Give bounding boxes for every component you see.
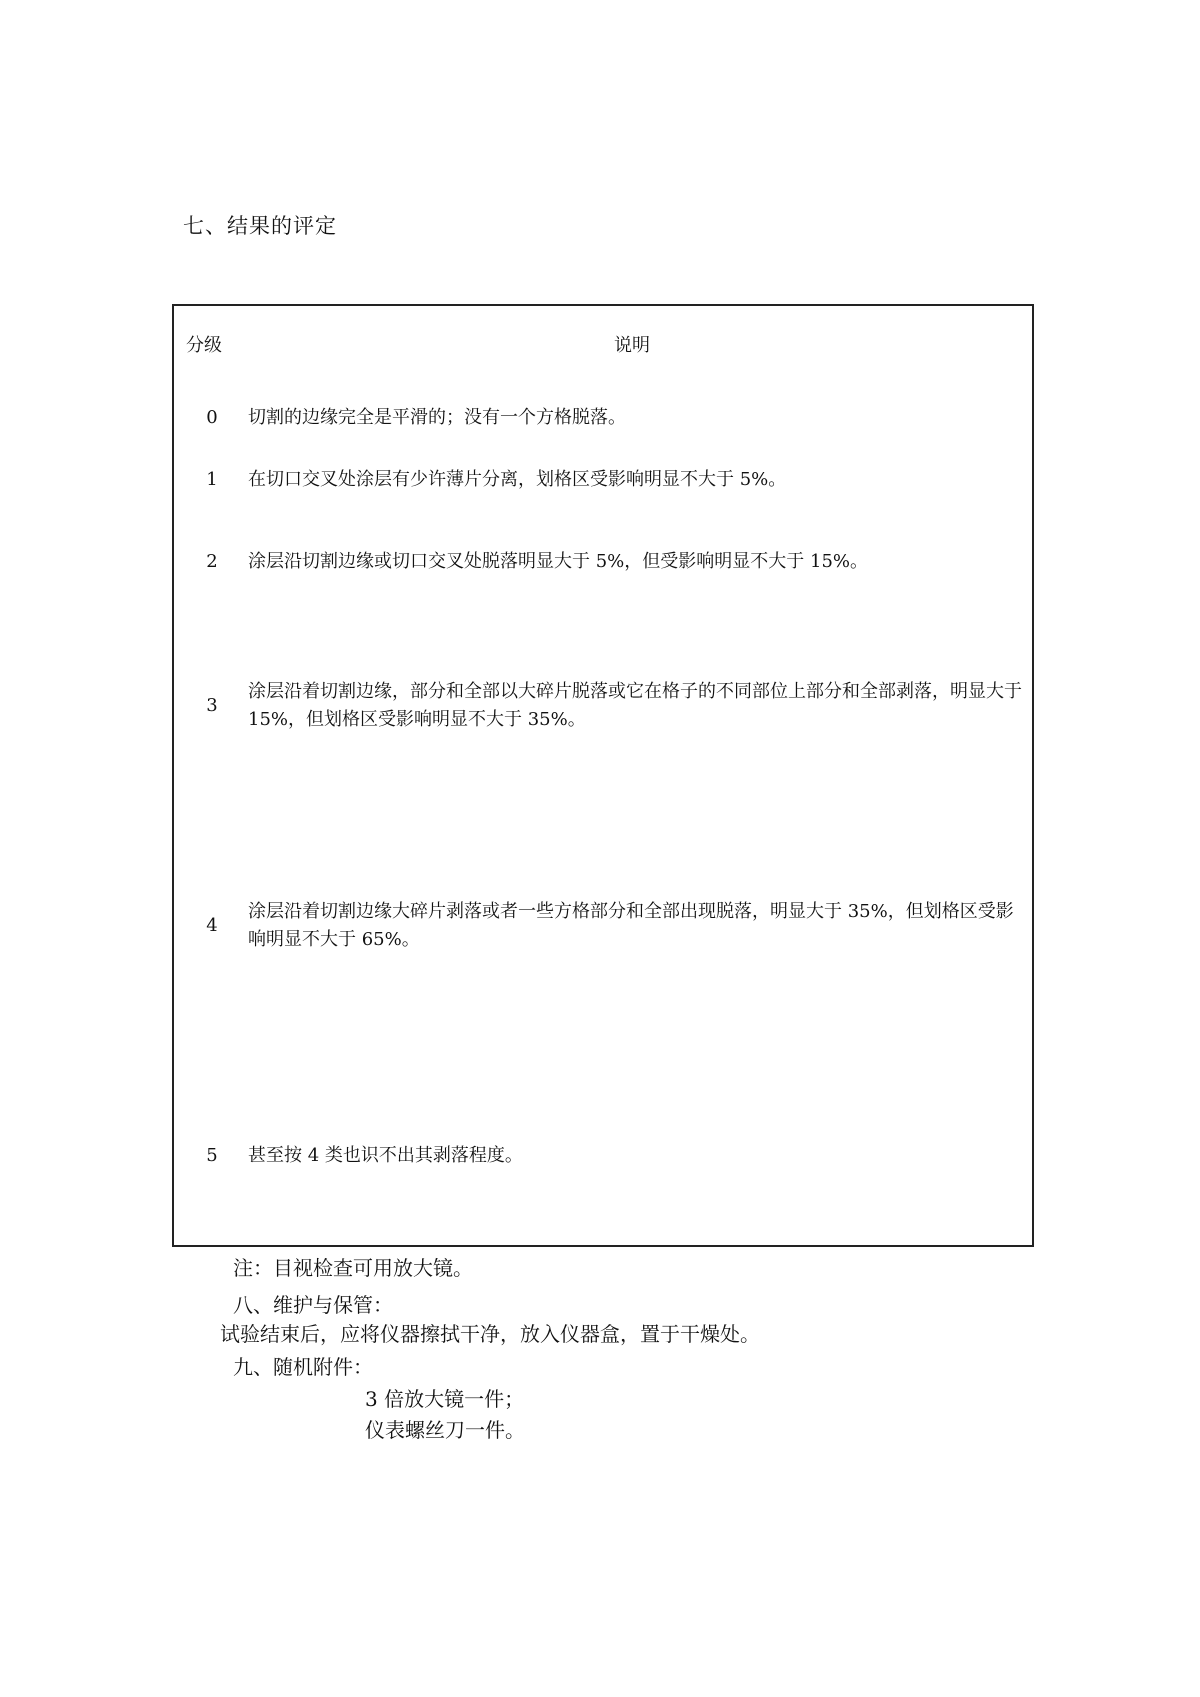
rating-table: [172, 304, 1034, 1247]
row-4-description: 涂层沿着切割边缘大碎片剥落或者一些方格部分和全部出现脱落，明显大于 35%，但划格区受影响明显不大于 65%。: [248, 901, 1014, 950]
row-3-grade: 3: [206, 695, 218, 716]
row-5-description: 甚至按 4 类也识不出其剥落程度。: [248, 1145, 523, 1166]
row-2-description: 涂层沿切割边缘或切口交叉处脱落明显大于 5%，但受影响明显不大于 15%。: [248, 551, 869, 572]
section-8-title: 八、维护与保管：: [233, 1293, 393, 1317]
header-description: 说明: [614, 335, 650, 356]
row-1-description: 在切口交叉处涂层有少许薄片分离，划格区受影响明显不大于 5%。: [248, 469, 787, 490]
section-9-title: 九、随机附件：: [233, 1355, 373, 1379]
row-4-grade: 4: [206, 915, 218, 936]
header-grade: 分级: [186, 335, 222, 356]
row-0-description: 切割的边缘完全是平滑的；没有一个方格脱落。: [248, 407, 626, 428]
accessory-item: 3 倍放大镜一件；: [365, 1387, 525, 1411]
accessory-item: 仪表螺丝刀一件。: [365, 1418, 525, 1442]
row-1-grade: 1: [206, 469, 218, 490]
row-2-grade: 2: [206, 551, 218, 572]
note-text: 注：目视检查可用放大镜。: [233, 1256, 473, 1280]
row-0-grade: 0: [206, 407, 218, 428]
section-7-title: 七、结果的评定: [183, 214, 337, 238]
row-3-description: 涂层沿着切割边缘，部分和全部以大碎片脱落或它在格子的不同部位上部分和全部剥落，明显大于 15%，但划格区受影响明显不大于 35%。: [248, 681, 1022, 730]
section-8-text: 试验结束后，应将仪器擦拭干净，放入仪器盒，置于干燥处。: [220, 1322, 760, 1346]
row-5-grade: 5: [206, 1145, 218, 1166]
